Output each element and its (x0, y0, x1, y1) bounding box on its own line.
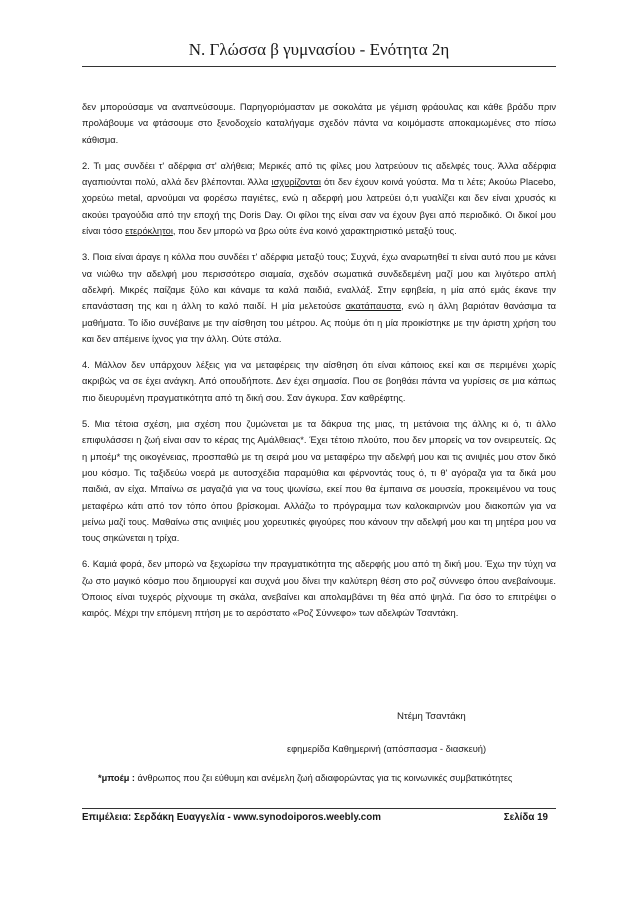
underlined-word-isxyrizontai: ισχυρίζονται (271, 177, 321, 188)
paragraph-2-text-b: ότι δεν έχουν κοινά γούστα. Μα τι λέτε; Ακούω Placebo, χορεύω metal, αρνούμαι να φορέσω παγιέτες, ενώ η αδερφή μου λατρεύει ό,τι γυαλίζει και δεν είναι χρυσός κι ακούει τραγούδια από την εποχή της Doris Day. Οι φίλοι της είναι σαν να έχουν βγει από περιοδικό. Οι δικοί μου είναι τόσο (82, 177, 556, 237)
paragraph-3 (82, 249, 556, 347)
footer-page-number: Σελίδα 19 (503, 812, 548, 823)
source-citation: εφημερίδα Καθημερινή (απόσπασμα - διασκευή) (287, 744, 487, 754)
footnote-term: *μποέμ : (98, 773, 135, 783)
header-divider (82, 66, 556, 67)
footer-credit: Επιμέλεια: Σερδάκη Ευαγγελία - www.synodoiporos.weebly.com (82, 812, 381, 823)
paragraph-6: 6. Καμιά φορά, δεν μπορώ να ξεχωρίσω την πραγματικότητα της αδερφής μου από τη δική μου. Έχω την τύχη να ζω στο μαγικό κόσμο που δημιουργεί και συχνά μου δίνει την καλύτερη θέση στο ροζ σύννεφο όπου ανεβαίνουμε. Όποιος είναι τυχερός ρίχνουμε τη σκάλα, ανεβαίνει και απολαμβάνει τη θέα από ψηλά. Για όσο το επιτρέψει ο καιρός. Μέχρι την επόμενη πτήση με το αερόστατο «Ροζ Σύννεφο» των αδελφών Τσαντάκη. (82, 559, 556, 619)
paragraph-3-text-a: 3. Ποια είναι άραγε η κόλλα που συνδέει τ' αδέρφια μεταξύ τους; Συχνά, έχω αναρωτηθεί τι είναι αυτό που με κάνει να νιώθω την αδελφή μου περισσότερο σιαμαία, σχεδόν σωματικά συνδεδεμένη μαζί μου και λιγότερο απλή αδελφή. Μικρές παίζαμε ξύλο και κάναμε τα καλά παιδιά, εναλλάξ. Στην εφηβεία, η μία από εμάς έκανε την επανάσταση της και η άλλη το καλό παιδί. Η μία μελετούσε (82, 252, 556, 312)
paragraph-4: 4. Μάλλον δεν υπάρχουν λέξεις για να μεταφέρεις την αίσθηση ότι είναι κάποιος εκεί και σε περιμένει χωρίς ακριβώς να σε έχει ανάγκη. Από οπουδήποτε. Δεν έχει σημασία. Που σε βοηθάει πάντα να γυρίσεις σε μια κάπως πιο διευρυμένη πραγματικότητα από τη δική σου. Σαν άγκυρα. Σαν καθρέφτης. (82, 360, 556, 403)
paragraph-1: δεν μπορούσαμε να αναπνεύσουμε. Παρηγοριόμασταν με σοκολάτα με γέμιση φράουλας και κάθε βράδυ πριν προλάβουμε να φτάσουμε στο ξενοδοχείο καταλήγαμε σχεδόν πάντα να κοιμόμαστε αποκαμωμένες στο πίσω κάθισμα. (82, 102, 556, 145)
paragraph-3-text-b: , ενώ η άλλη βαριόταν θανάσιμα τα μαθήματα. Το ίδιο συνέβαινε με την αίσθηση του μέτρου. Ας πούμε ότι η μία προικίστηκε με την άριστη χρήση του και δεν απέμεινε ίχνος για την άλλη. Ούτε στάλα. (82, 301, 556, 344)
paragraph-2-text-c: , που δεν μπορώ να βρω ούτε ένα κοινό χαρακτηριστικό μεταξύ τους. (172, 226, 457, 237)
author-name: Ντέμη Τσαντάκη (397, 711, 466, 722)
footnote-definition: άνθρωπος που ζει εύθυμη και ανέμελη ζωή αδιαφορώντας για τις κοινωνικές συμβατικότητες (134, 773, 513, 783)
footer-divider (82, 808, 556, 809)
article-body (82, 99, 556, 632)
paragraph-5: 5. Μια τέτοια σχέση, μια σχέση που ζυμώνεται με τα δάκρυα της μιας, τη μετάνοια της άλλης κι ό, τι άλλο επιφυλάσσει η ζωή είναι σαν το κέρας της Αμάλθειας*. Έχει τέτοιο πλούτο, που δεν μπορείς να τον ονειρευτείς. Ως η μποέμ* της οικογένειας, προσπαθώ με τη σειρά μου να μεταφέρω την αδελφή μου και τις ανιψιές μου στον δικό μου κόσμο. Τις ταξιδεύω νοερά με αυτοσχέδια παραμύθια και φέρνοντάς τους ό, τι θ' αγόραζα για τα δικά μου παιδιά, αν είχα. Μπαίνω σε μαγαζιά για να τους ψωνίσω, εκεί που θα έμπαινα σε μουσεία, προκειμένου να τους μεταφέρω κάτι από τον τόπο όπου βρίσκομαι. Αλλάζω το πρόγραμμα των καλοκαιρινών μου διακοπών για να μείνω μαζί τους. Μαθαίνω στις ανιψιές μου χορευτικές φιγούρες που κάνουν την αδελφή μου και τη μητέρα μου να τους σηκώνεται η τρίχα. (82, 419, 556, 544)
underlined-word-akatapausta: ακατάπαυστα (345, 301, 402, 312)
page-header-title: Ν. Γλώσσα β γυμνασίου - Ενότητα 2η (188, 40, 450, 59)
footnote (98, 770, 554, 786)
paragraph-2-text-a: 2. Τι μας συνδέει τ' αδέρφια στ' αλήθεια; Μερικές από τις φίλες μου λατρεύουν τις αδελφές τους. Άλλα αδέρφια αγαπιούνται πολύ, αλλά δεν βλέπονται. Άλλα (82, 160, 556, 188)
underlined-word-eteroklhtoi: ετερόκλητοι (125, 226, 173, 237)
paragraph-2 (82, 158, 556, 239)
